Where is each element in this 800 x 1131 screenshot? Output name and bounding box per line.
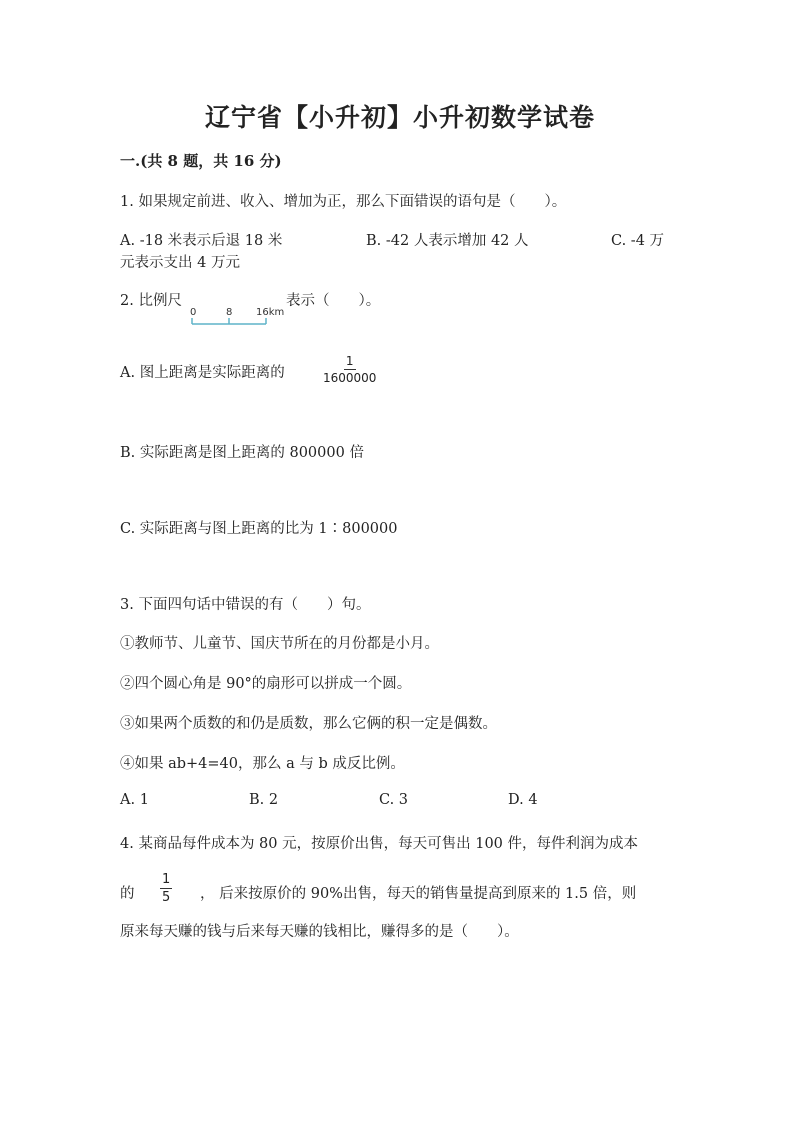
q4-line-2-post: ， 后来按原价的 90%出售，每天的销售量提高到原来的 1.5 倍，则 bbox=[200, 886, 637, 902]
fraction-numerator: 1 bbox=[162, 872, 171, 887]
scale-label-0: 0 bbox=[190, 307, 197, 318]
q3-option-d: D. 4 bbox=[508, 792, 538, 808]
fraction-numerator: 1 bbox=[345, 354, 354, 368]
q2-option-c: C. 实际距离与图上距离的比为 1∶800000 bbox=[120, 521, 398, 537]
q3-statement-2: ②四个圆心角是 90°的扇形可以拼成一个圆。 bbox=[120, 676, 412, 692]
q1-option-c-cont: 元表示支出 4 万元 bbox=[120, 255, 240, 271]
section-heading: 一.(共 8 题，共 16 分) bbox=[120, 152, 282, 170]
q1-stem: 1. 如果规定前进、收入、增加为正，那么下面错误的语句是（ ）。 bbox=[120, 194, 567, 210]
q1-option-c: C. -4 万 bbox=[611, 233, 665, 249]
q2-option-a-text: A. 图上距离是实际距离的 bbox=[120, 365, 285, 381]
q1-option-b: B. -42 人表示增加 42 人 bbox=[366, 233, 529, 249]
q3-option-a: A. 1 bbox=[120, 792, 149, 808]
q3-statement-3: ③如果两个质数的和仍是质数，那么它俩的积一定是偶数。 bbox=[120, 716, 497, 732]
q3-statement-4: ④如果 ab+4=40，那么 a 与 b 成反比例。 bbox=[120, 756, 405, 772]
q2-option-b: B. 实际距离是图上距离的 800000 倍 bbox=[120, 445, 364, 461]
scale-label-8: 8 bbox=[226, 307, 233, 318]
scale-label-16km: 16km bbox=[256, 307, 285, 318]
q1-option-a: A. -18 米表示后退 18 米 bbox=[120, 233, 283, 249]
fraction-denominator: 5 bbox=[162, 890, 171, 905]
page-title: 辽宁省【小升初】小升初数学试卷 bbox=[204, 103, 595, 132]
q4-line-2-pre: 的 bbox=[120, 886, 135, 902]
q3-stem: 3. 下面四句话中错误的有（ ）句。 bbox=[120, 597, 371, 613]
q4-fraction bbox=[160, 872, 172, 905]
scale-bar-figure bbox=[186, 303, 286, 329]
q2-option-a-fraction bbox=[323, 354, 376, 385]
fraction-denominator: 1600000 bbox=[323, 371, 377, 385]
q3-option-c: C. 3 bbox=[379, 792, 409, 808]
q3-option-b: B. 2 bbox=[249, 792, 279, 808]
q4-line-1: 4. 某商品每件成本为 80 元，按原价出售，每天可售出 100 件，每件利润为成本 bbox=[120, 836, 639, 852]
q2-stem-post: 表示（ ）。 bbox=[286, 293, 381, 309]
q4-line-3: 原来每天赚的钱与后来每天赚的钱相比，赚得多的是（ ）。 bbox=[120, 924, 519, 940]
q2-stem-pre: 2. 比例尺 bbox=[120, 293, 182, 309]
q3-statement-1: ①教师节、儿童节、国庆节所在的月份都是小月。 bbox=[120, 636, 439, 652]
